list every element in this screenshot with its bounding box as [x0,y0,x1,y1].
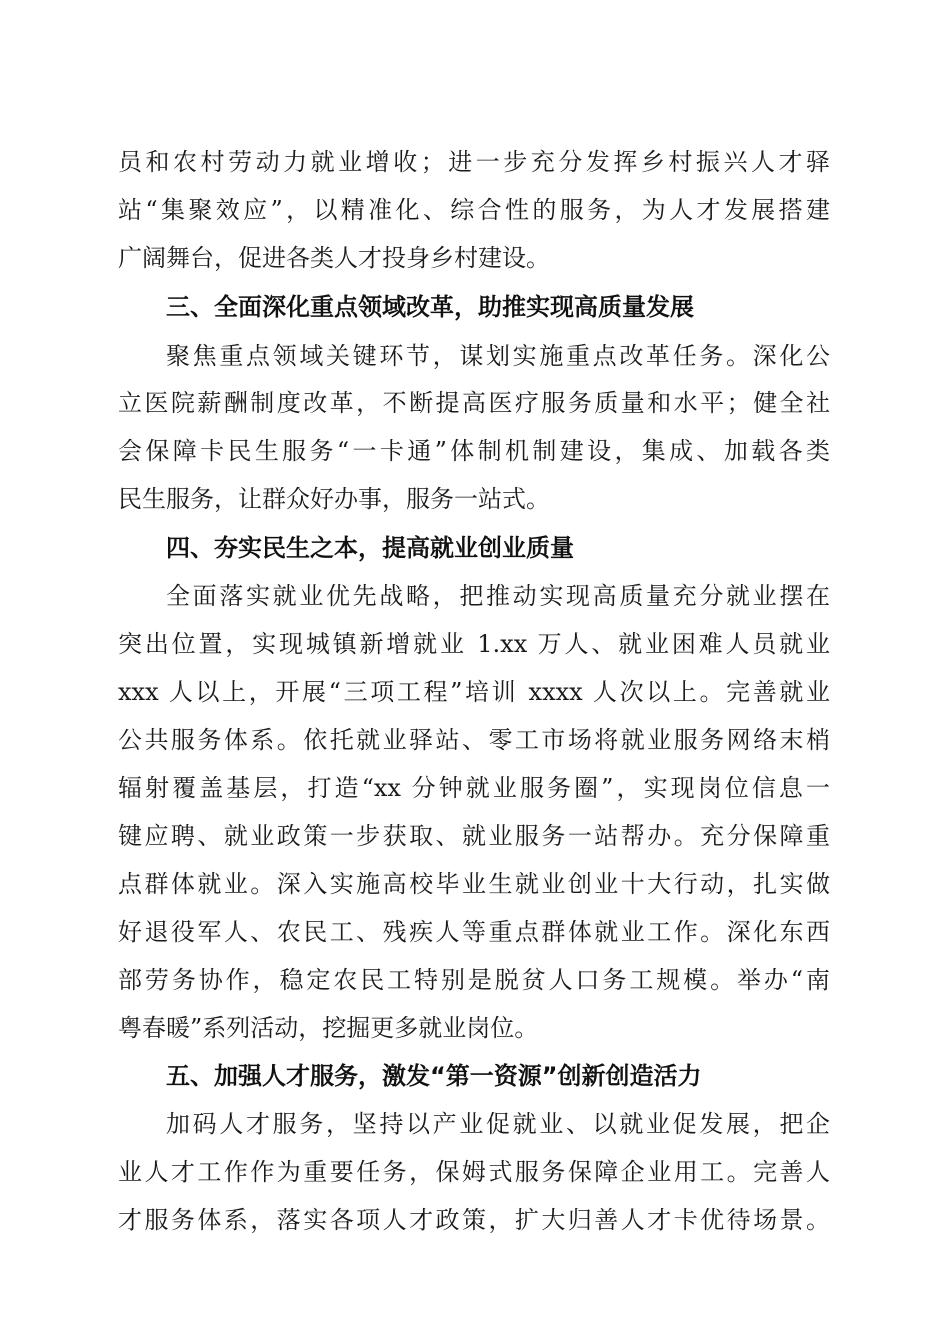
paragraph-line: 全面落实就业优先战略，把推动实现高质量充分就业摆在 [166,582,830,610]
section-heading-3: 三、全面深化重点领域改革，助推实现高质量发展 [166,293,694,321]
paragraph-line: 键应聘、就业政策一步获取、就业服务一站帮办。充分保障重 [118,822,830,850]
paragraph-line: 会保障卡民生服务“一卡通”体制机制建设，集成、加载各类 [118,437,830,465]
paragraph-line: 员和农村劳动力就业增收；进一步充分发挥乡村振兴人才驿 [118,148,830,176]
paragraph-line: 立医院薪酬制度改革，不断提高医疗服务质量和水平；健全社 [118,389,830,417]
paragraph-line: 业人才工作作为重要任务，保姆式服务保障企业用工。完善人 [118,1158,830,1186]
paragraph-line: 辐射覆盖基层，打造“xx 分钟就业服务圈”，实现岗位信息一 [118,774,830,802]
paragraph-line: 才服务体系，落实各项人才政策，扩大归善人才卡优待场景。 [118,1206,830,1234]
paragraph-line: 公共服务体系。依托就业驿站、零工市场将就业服务网络末梢 [118,726,830,754]
paragraph-line: 点群体就业。深入实施高校毕业生就业创业十大行动，扎实做 [118,870,830,898]
section-heading-4: 四、夯实民生之本，提高就业创业质量 [166,534,574,562]
paragraph-line: 聚焦重点领域关键环节，谋划实施重点改革任务。深化公 [166,342,830,370]
paragraph-line: xxx 人以上，开展“三项工程”培训 xxxx 人次以上。完善就业 [118,678,830,706]
paragraph-line: 广阔舞台，促进各类人才投身乡村建设。 [118,244,550,272]
paragraph-line: 站“集聚效应”，以精准化、综合性的服务，为人才发展搭建 [118,196,830,224]
section-heading-5: 五、加强人才服务，激发“第一资源”创新创造活力 [166,1062,702,1090]
paragraph-line: 好退役军人、农民工、残疾人等重点群体就业工作。深化东西 [118,918,830,946]
paragraph-line: 粤春暖”系列活动，挖掘更多就业岗位。 [118,1014,539,1042]
paragraph-line: 民生服务，让群众好办事，服务一站式。 [118,485,550,513]
paragraph-line: 部劳务协作，稳定农民工特别是脱贫人口务工规模。举办“南 [118,966,830,994]
paragraph-line: 突出位置，实现城镇新增就业 1.xx 万人、就业困难人员就业 [118,630,830,658]
paragraph-line: 加码人才服务，坚持以产业促就业、以就业促发展，把企 [166,1110,830,1138]
